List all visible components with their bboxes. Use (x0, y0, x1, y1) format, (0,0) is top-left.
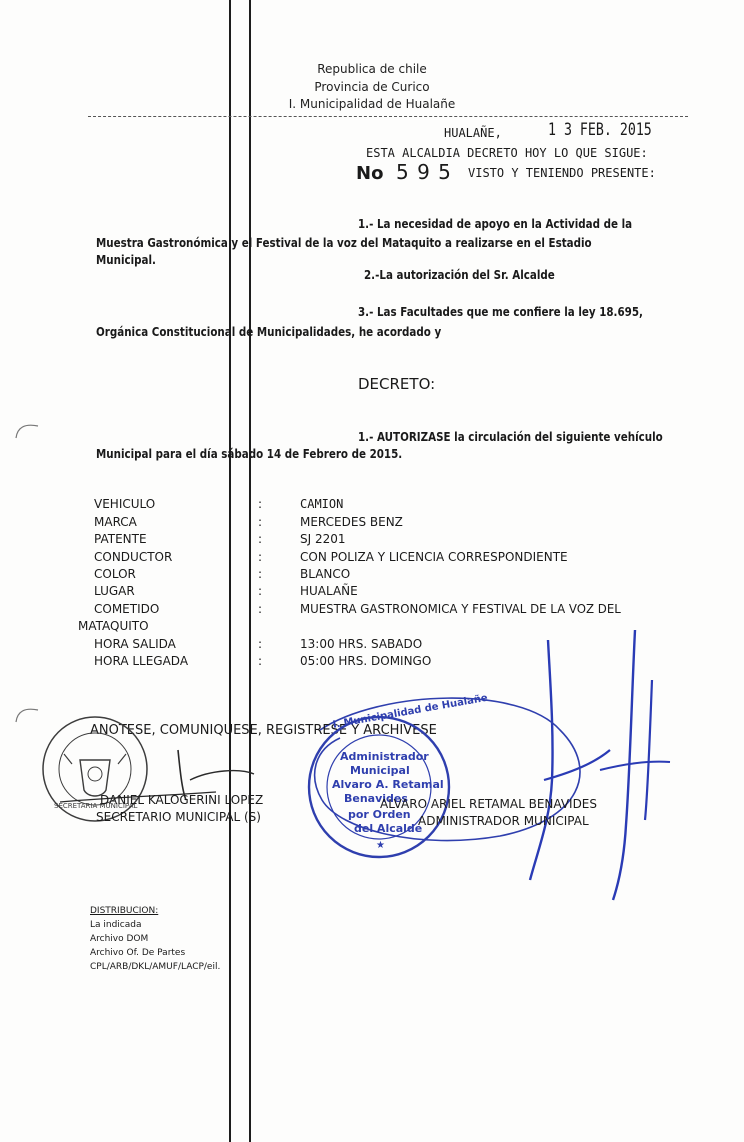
vehicle-row (0, 497, 744, 515)
consideration-1-line3: Municipal. (96, 253, 156, 267)
closing-line: ANOTESE, COMUNIQUESE, REGISTRESE Y ARCHIVESE (90, 723, 437, 738)
consideration-1-start: 1.- La necesidad de apoyo en la Actividad de la (358, 217, 633, 231)
consideration-2: 2.-La autorización del Sr. Alcalde (364, 268, 555, 282)
header-municipality: I. Municipalidad de Hualañe (288, 97, 456, 111)
star-icon: ★ (376, 840, 385, 851)
resolution-line1: 1.- AUTORIZASE la circulación del siguiente vehículo (358, 430, 663, 444)
vehicle-row-value: CON POLIZA Y LICENCIA CORRESPONDIENTE (300, 550, 568, 564)
vehicle-row-label: COMETIDO (94, 602, 160, 616)
vehicle-row-separator: : (258, 637, 263, 651)
administrator-stamp-line1: Administrador (340, 750, 429, 763)
right-signatory-name: ALVARO ARIEL RETAMAL BENAVIDES (380, 797, 598, 811)
vehicle-row (0, 550, 744, 568)
punch-hole-mark-bottom (12, 702, 42, 726)
distribution-item: Archivo Of. De Partes (90, 948, 186, 958)
vehicle-row-label: COLOR (94, 567, 136, 581)
vehicle-row-value: BLANCO (300, 567, 351, 581)
distribution-title: DISTRIBUCION: (90, 906, 159, 916)
signature-scribble-left (40, 740, 260, 820)
place-label: HUALAÑE, (444, 126, 502, 140)
decree-intro: ESTA ALCALDIA DECRETO HOY LO QUE SIGUE: (366, 146, 648, 160)
administrator-stamp-line5: por Orden (348, 808, 411, 821)
vehicle-row (0, 532, 744, 550)
vehicle-row-value: MERCEDES BENZ (300, 515, 403, 529)
vehicle-row-separator: : (258, 550, 263, 564)
decreto-title: DECRETO: (358, 375, 436, 393)
vehicle-row-value: 05:00 HRS. DOMINGO (300, 654, 432, 668)
consideration-1-line2: Muestra Gastronómica y el Festival de la voz del Mataquito a realizarse en el Estadio (96, 236, 592, 250)
resolution-line2: Municipal para el día sábado 14 de Febrero de 2015. (96, 447, 403, 461)
administrator-stamp-ring-text: I. Municipalidad de Hualañe (332, 692, 489, 731)
vehicle-row-separator: : (258, 532, 263, 546)
vehicle-row (0, 515, 744, 533)
vehicle-row-label: HORA SALIDA (94, 637, 176, 651)
vehicle-row-separator: : (258, 602, 263, 616)
secretary-stamp-bottom-text: SECRETARIA MUNICIPAL (54, 802, 138, 810)
vehicle-row-label: VEHICULO (94, 497, 156, 511)
vehicle-row-value: HUALAÑE (300, 584, 358, 598)
administrator-stamp-line4: Benavides (344, 792, 408, 805)
vehicle-row-label: HORA LLEGADA (94, 654, 189, 668)
vehicle-row-separator: : (258, 515, 263, 529)
consideration-3-start: 3.- Las Facultades que me confiere la ley 18.695, (358, 305, 643, 319)
decree-number-value: 5 9 5 (396, 160, 452, 184)
vehicle-row-value: MUESTRA GASTRONOMICA Y FESTIVAL DE LA VOZ DEL (300, 602, 621, 616)
administrator-stamp-line2: Municipal (350, 764, 410, 777)
header-divider (88, 116, 688, 117)
vehicle-row-value: SJ 2201 (300, 532, 346, 546)
date-stamp: 1 3 FEB. 2015 (548, 120, 652, 140)
vehicle-row-label: PATENTE (94, 532, 147, 546)
vehicle-row (0, 567, 744, 585)
right-signatory-title: ADMINISTRADOR MUNICIPAL (418, 814, 589, 828)
left-signatory-title: SECRETARIO MUNICIPAL (S) (96, 810, 261, 824)
administrator-stamp-line3: Alvaro A. Retamal (332, 778, 444, 791)
header-country: Republica de chile (317, 62, 427, 76)
vehicle-row-value: 13:00 HRS. SABADO (300, 637, 423, 651)
distribution-item: Archivo DOM (90, 934, 149, 944)
punch-hole-mark-top (12, 418, 42, 442)
vehicle-row-separator: : (258, 497, 263, 511)
distribution-item: CPL/ARB/DKL/AMUF/LACP/eil. (90, 962, 221, 972)
vehicle-row-separator: : (258, 654, 263, 668)
distribution-item: La indicada (90, 920, 142, 930)
administrator-stamp-line6: del Alcalde (354, 822, 423, 835)
decree-number-label: No (356, 163, 384, 184)
vehicle-row-separator: : (258, 584, 263, 598)
vehicle-row-label: CONDUCTOR (94, 550, 173, 564)
vehicle-row (0, 584, 744, 602)
consideration-3-line2: Orgánica Constitucional de Municipalidades, he acordado y (96, 325, 442, 339)
decree-number-suffix: VISTO Y TENIENDO PRESENTE: (468, 166, 656, 180)
vehicle-row-label: MARCA (94, 515, 137, 529)
vehicle-row-separator: : (258, 567, 263, 581)
cometido-continuation: MATAQUITO (78, 619, 149, 633)
vehicle-row (0, 602, 744, 620)
vehicle-row-label: LUGAR (94, 584, 135, 598)
left-signatory-name: DANIEL KALOGERINI LOPEZ (100, 793, 264, 807)
header-province: Provincia de Curico (314, 80, 430, 94)
vehicle-row-value: CAMION (300, 497, 344, 511)
